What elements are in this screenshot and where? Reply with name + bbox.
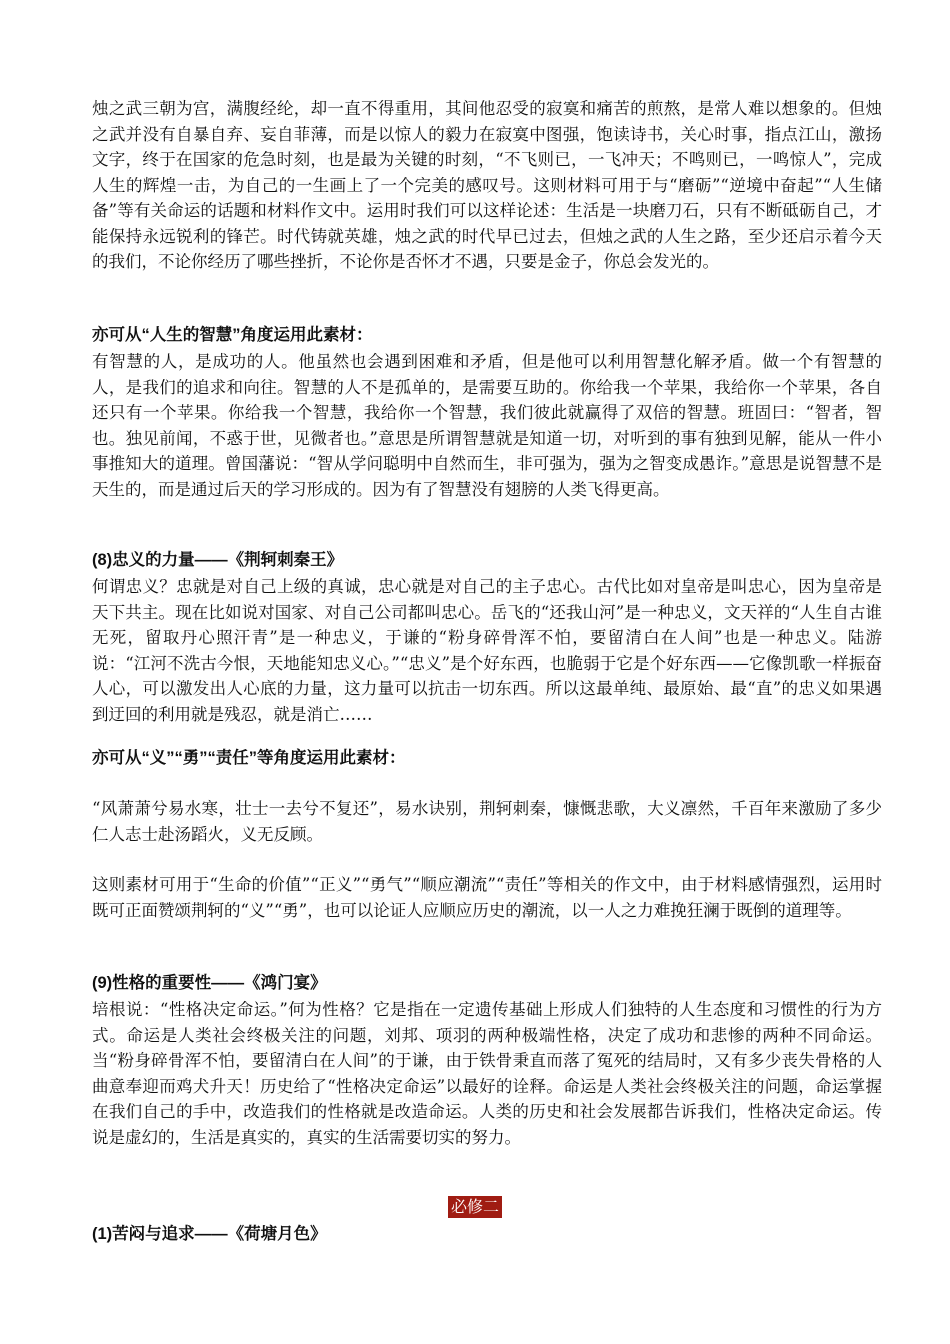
section-subheading-righteousness: 亦可从“义”“勇”“责任”等角度运用此素材： — [92, 749, 406, 767]
section-heading-loyalty: (8)忠义的力量——《荆轲刺秦王》 — [92, 551, 344, 569]
volume-badge-container — [0, 1196, 950, 1218]
section-subheading-wisdom: 亦可从“人生的智慧”角度运用此素材： — [92, 326, 373, 344]
paragraph-jing-ke-usage: 这则素材可用于“生命的价值”“正义”“勇气”“顺应潮流”“责任”等相关的作文中，由于材料感情强烈，运用时既可正面赞颂荆轲的“义”“勇”，也可以论证人应顺应历史的潮流，以一人之力难挽狂澜于既倒的道理等。 — [92, 875, 882, 920]
section-heading-character: (9)性格的重要性——《鸿门宴》 — [92, 974, 327, 992]
volume-badge: 必修二 — [448, 1196, 502, 1218]
paragraph-wisdom: 有智慧的人，是成功的人。他虽然也会遇到困难和矛盾，但是他可以利用智慧化解矛盾。做一个有智慧的人，是我们的追求和向往。智慧的人不是孤单的，是需要互助的。你给我一个苹果，我给你一个苹果，各自还只有一个苹果。你给我一个智慧，我给你一个智慧，我们彼此就赢得了双倍的智慧。班固曰：“智者，智也。独见前闻，不惑于世，见微者也。”意思是所谓智慧就是知道一切，对听到的事有独到见解，能从一件小事推知大的道理。曾国藩说：“智从学问聪明中自然而生，非可强为，强为之智变成愚诈。”意思是说智慧不是天生的，而是通过后天的学习形成的。因为有了智慧没有翅膀的人类飞得更高。 — [92, 352, 882, 499]
paragraph-character: 培根说：“性格决定命运。”何为性格？它是指在一定遗传基础上形成人们独特的人生态度和习惯性的行为方式。命运是人类社会终极关注的问题，刘邦、项羽的两种极端性格，决定了成功和悲惨的两种不同命运。当“粉身碎骨浑不怕，要留清白在人间”的于谦，由于铁骨秉直而落了冤死的结局时，又有多少丧失骨格的人曲意奉迎而鸡犬升天！历史给了“性格决定命运”以最好的诠释。命运是人类社会终极关注的问题，命运掌握在我们自己的手中，改造我们的性格就是改造命运。人类的历史和社会发展都告诉我们，性格决定命运。传说是虚幻的，生活是真实的，真实的生活需要切实的努力。 — [92, 1000, 882, 1147]
paragraph-jing-ke-quote: “风萧萧兮易水寒，壮士一去兮不复还”，易水诀别，荆轲刺秦，慷慨悲歌，大义凛然，千百年来激励了多少仁人志士赴汤蹈火，义无反顾。 — [92, 799, 882, 844]
paragraph-zhu-zhi-wu: 烛之武三朝为宫，满腹经纶，却一直不得重用，其间他忍受的寂寞和痛苦的煎熬，是常人难以想象的。但烛之武并没有自暴自弃、妄自菲薄，而是以惊人的毅力在寂寞中图强，饱读诗书，关心时事，指点江山，激扬文字，终于在国家的危急时刻，也是最为关键的时刻，“不飞则已，一飞冲天；不鸣则已，一鸣惊人”，完成人生的辉煌一击，为自己的一生画上了一个完美的感叹号。这则材料可用于与“磨砺”“逆境中奋起”“人生储备”等有关命运的话题和材料作文中。运用时我们可以这样论述：生活是一块磨刀石，只有不断砥砺自己，才能保持永远锐利的锋芒。时代铸就英雄，烛之武的时代早已过去，但烛之武的人生之路，至少还启示着今天的我们，不论你经历了哪些挫折，不论你是否怀才不遇，只要是金子，你总会发光的。 — [92, 99, 882, 271]
paragraph-loyalty: 何谓忠义？忠就是对自己上级的真诚，忠心就是对自己的主子忠心。古代比如对皇帝是叫忠心，因为皇帝是天下共主。现在比如说对国家、对自己公司都叫忠心。岳飞的“还我山河”是一种忠义，文天祥的“人生自古谁无死，留取丹心照汗青”是一种忠义，于谦的“粉身碎骨浑不怕，要留清白在人间”也是一种忠义。陆游说：“江河不洗古今恨，天地能知忠义心。”“忠义”是个好东西，也脆弱于它是个好东西——它像凯歌一样振奋人心，可以激发出人心底的力量，这力量可以抗击一切东西。所以这最单纯、最原始、最“直”的忠义如果遇到迂回的利用就是残忍，就是消亡…… — [92, 577, 882, 724]
section-heading-lotus-pond: (1)苦闷与追求——《荷塘月色》 — [92, 1225, 327, 1243]
